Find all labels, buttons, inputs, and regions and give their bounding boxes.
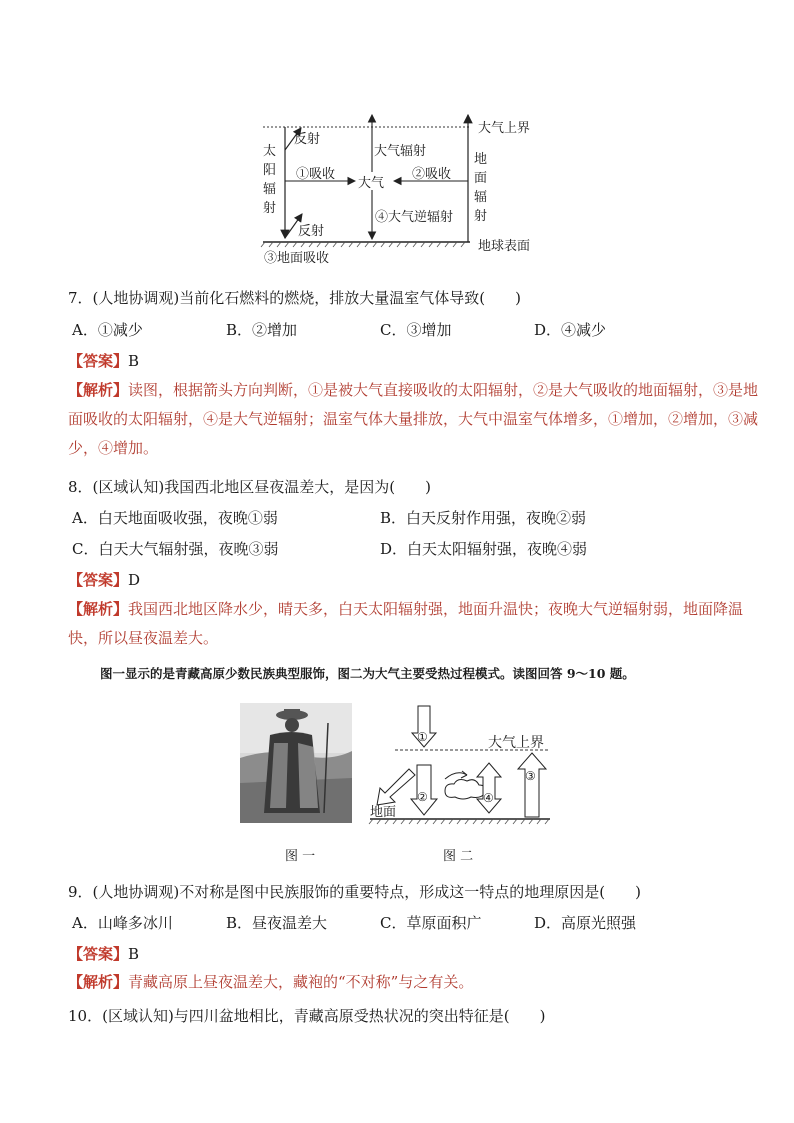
fig1-reflect-bottom: 反射	[298, 224, 325, 239]
q9-explain-tag: 【解析】	[68, 973, 129, 991]
q8-answer-tag: 【答案】	[68, 571, 129, 589]
q9-explanation	[68, 968, 473, 997]
q7-explain-line: 读图，根据箭头方向判断，①是被大气直接吸收的太阳辐射，②是大气吸收的地面辐射，③是地	[128, 381, 759, 399]
q9-option-b: B．昼夜温差大	[226, 914, 328, 932]
q9-stem: 9．(人地协调观)不对称是图中民族服饰的重要特点，形成这一特点的地理原因是( )	[68, 883, 641, 901]
fig1-ground-absorb: ③地面吸收	[264, 251, 330, 266]
q7-stem: 7．(人地协调观)当前化石燃料的燃烧，排放大量温室气体导致( )	[68, 289, 521, 307]
q7-explain-line: 面吸收的太阳辐射，④是大气逆辐射；温室气体大量排放，大气中温室气体增多，①增加，②增加，③减	[68, 410, 759, 428]
q7-answer-value: B	[128, 352, 140, 370]
q7-option-a: A．①减少	[72, 321, 143, 339]
q8-option-b: B．白天反射作用强，夜晚②弱	[380, 509, 587, 527]
fig2-top-label: 大气上界	[488, 735, 544, 751]
q8-option-a: A．白天地面吸收强，夜晚①弱	[72, 509, 278, 527]
q9-option-c: C．草原面积广	[380, 914, 482, 932]
q9-answer-tag: 【答案】	[68, 945, 129, 963]
q7-option-c: C．③增加	[380, 321, 452, 339]
fig2-n3: ③	[525, 769, 536, 783]
q8-explanation	[68, 595, 743, 653]
fig1-atm-counter: ④大气逆辐射	[375, 210, 454, 225]
q7-option-d: D．④减少	[534, 321, 607, 339]
small-arrow	[445, 773, 467, 779]
fig1-ground-radiation: 地面辐射	[474, 152, 488, 224]
figure-one-caption: 图 一	[285, 849, 316, 864]
q9-option-a: A．山峰多冰川	[72, 914, 173, 932]
q7-explain-line: 少，④增加。	[68, 439, 159, 457]
fig1-atm-radiation: 大气辐射	[374, 144, 427, 159]
q9-answer	[68, 943, 139, 964]
q7-answer	[68, 350, 139, 371]
arrow-3	[518, 753, 546, 817]
tibetan-costume-photo	[240, 703, 352, 823]
fig1-absorb1: ①吸收	[296, 167, 336, 182]
fig1-sun-radiation: 太阳辐射	[263, 144, 277, 216]
q8-option-d: D．白天太阳辐射强，夜晚④弱	[380, 540, 588, 558]
q8-explain-line: 我国西北地区降水少，晴天多，白天太阳辐射强，地面升温快；夜晚大气逆辐射弱，地面降温	[128, 600, 744, 618]
fig1-atmosphere: 大气	[358, 176, 385, 191]
cloud-shape	[445, 780, 485, 799]
fig2-n1: ①	[417, 730, 428, 744]
fig1-bottom-label: 地球表面	[478, 239, 531, 254]
fig2-n4: ④	[483, 791, 494, 805]
q8-explain-line: 快，所以昼夜温差大。	[68, 629, 219, 647]
q7-explanation	[68, 376, 758, 463]
q7-explain-tag: 【解析】	[68, 381, 129, 399]
intro-9-10: 图一显示的是青藏高原少数民族典型服饰，图二为大气主要受热过程模式。读图回答 9～10 题。	[100, 666, 635, 681]
q7-option-b: B．②增加	[226, 321, 298, 339]
q9-explain-line: 青藏高原上昼夜温差大，藏袍的“不对称”与之有关。	[128, 973, 474, 991]
q7-answer-tag: 【答案】	[68, 352, 129, 370]
q8-answer-value: D	[128, 571, 141, 589]
reflection-arrow	[377, 769, 415, 805]
q9-answer-value: B	[128, 945, 140, 963]
q8-explain-tag: 【解析】	[68, 600, 129, 618]
q8-stem: 8．(区域认知)我国西北地区昼夜温差大，是因为( )	[68, 478, 431, 496]
q10-stem: 10．(区域认知)与四川盆地相比，青藏高原受热状况的突出特征是( )	[68, 1007, 546, 1025]
small-arrow-head	[461, 771, 467, 778]
figure-two-caption: 图 二	[443, 849, 474, 864]
q8-option-c: C．白天大气辐射强，夜晚③弱	[72, 540, 279, 558]
fig1-top-label: 大气上界	[478, 121, 531, 136]
fig1-absorb2: ②吸收	[412, 167, 452, 182]
fig1-reflect-top: 反射	[294, 132, 321, 147]
fig2-ground-label: 地面	[370, 805, 397, 820]
q9-option-d: D．高原光照强	[534, 914, 637, 932]
fig2-n2: ②	[417, 790, 428, 804]
q8-answer	[68, 569, 140, 590]
